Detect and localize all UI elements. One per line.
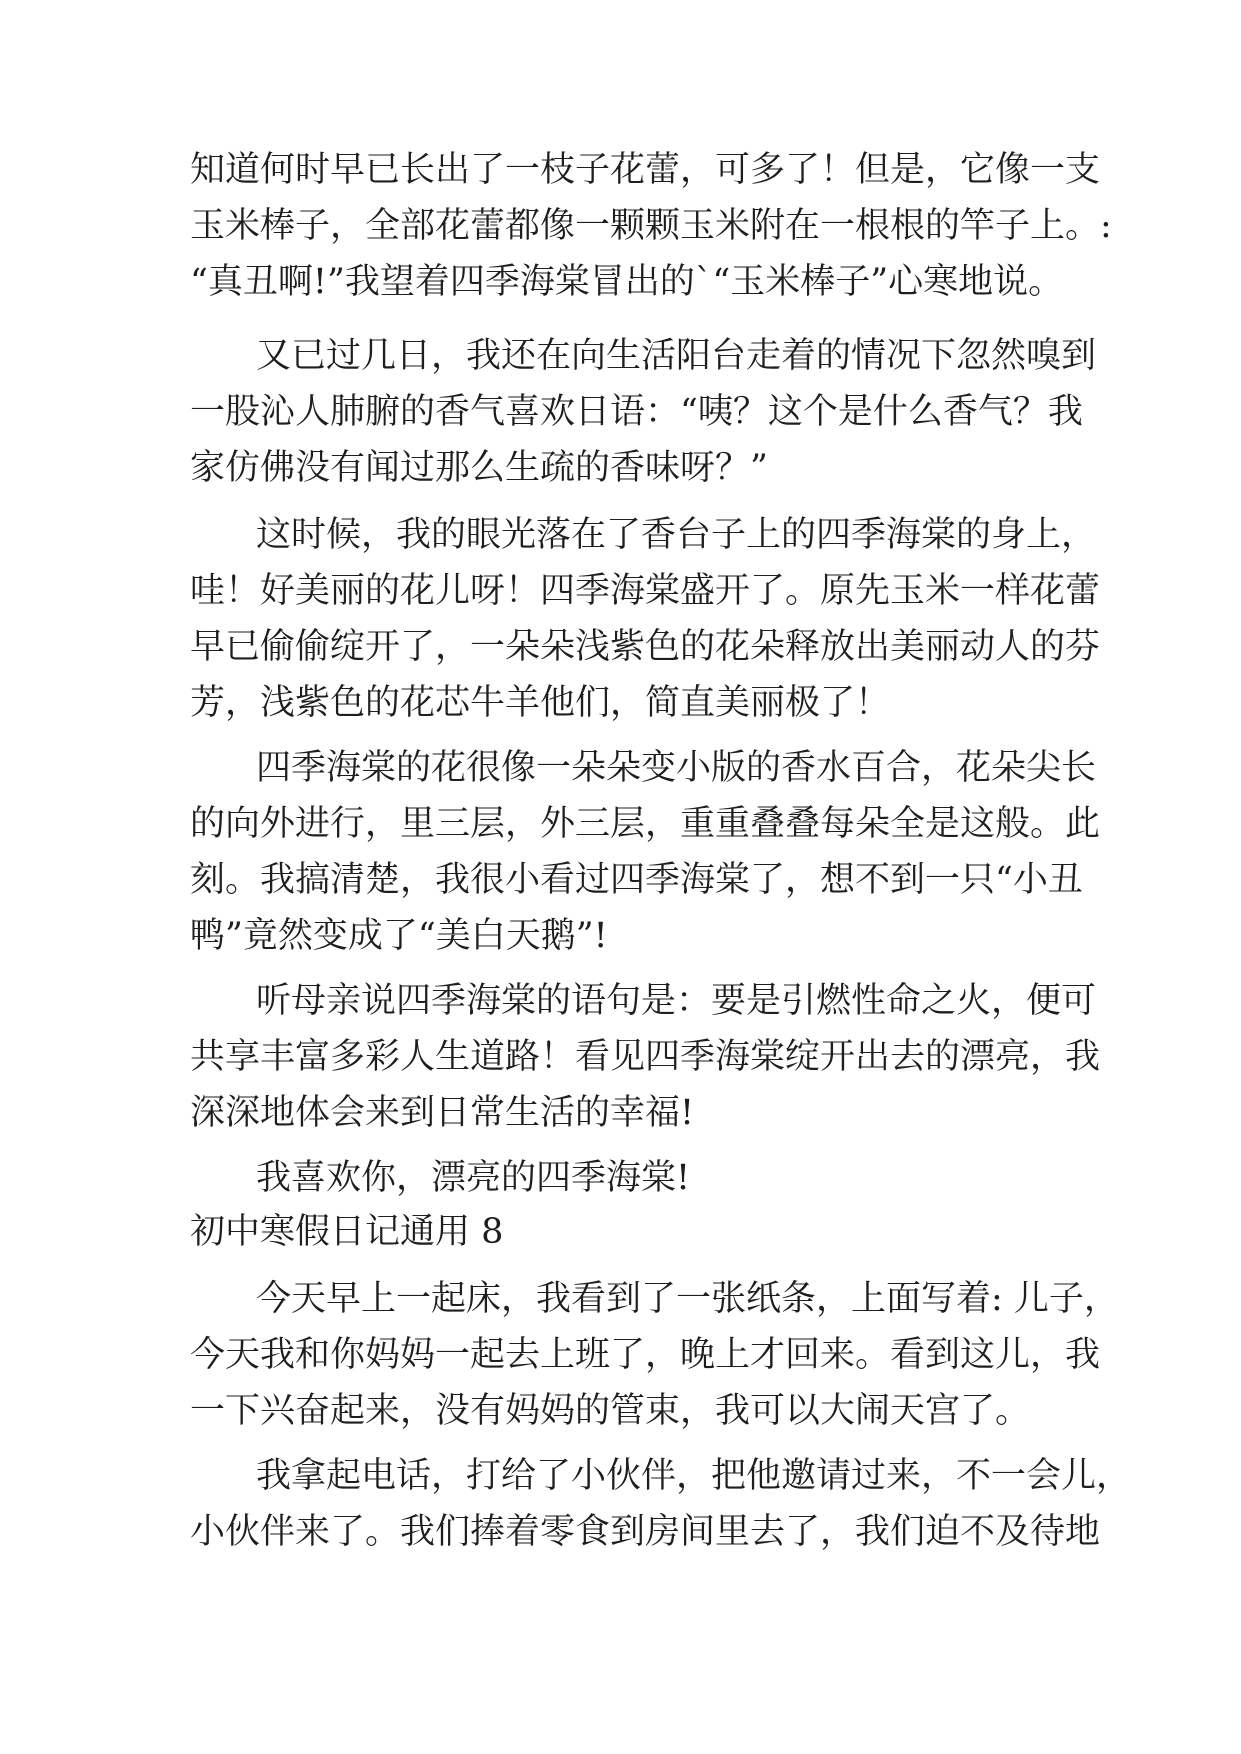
paragraph-first-line: 我喜欢你，漂亮的四季海棠! bbox=[256, 1158, 691, 1198]
paragraph-first-line: 这时候，我的眼光落在了香台子上的四季海棠的身上， bbox=[256, 515, 1097, 555]
text-line: 共享丰富多彩人生道路！看见四季海棠绽开出去的漂亮，我 bbox=[190, 1037, 1101, 1077]
paragraph-first-line: 四季海棠的花很像一朵朵变小版的香水百合，花朵尖长 bbox=[256, 748, 1097, 788]
text-line: 芳，浅紫色的花芯牛羊他们，简直美丽极了！ bbox=[190, 683, 891, 723]
text-line: 知道何时早已长出了一枝子花蕾，可多了！但是，它像一支 bbox=[190, 150, 1101, 190]
text-line: 鸭”竟然变成了“美白天鹅”! bbox=[190, 916, 608, 956]
text-line: 一股沁人肺腑的香气喜欢日语：“咦？这个是什么香气？我 bbox=[190, 392, 1083, 432]
text-line: “真丑啊!”我望着四季海棠冒出的`“玉米棒子”心寒地说。 bbox=[190, 262, 1064, 302]
section-heading: 初中寒假日记通用 8 bbox=[190, 1212, 504, 1252]
paragraph-first-line: 我拿起电话，打给了小伙伴，把他邀请过来，不一会儿， bbox=[256, 1456, 1132, 1496]
text-line: 今天我和你妈妈一起去上班了，晚上才回来。看到这儿，我 bbox=[190, 1335, 1101, 1375]
text-line: 玉米棒子，全部花蕾都像一颗颗玉米附在一根根的竿子上。: bbox=[190, 206, 1112, 246]
text-line: 小伙伴来了。我们捧着零食到房间里去了，我们迫不及待地 bbox=[190, 1512, 1101, 1552]
paragraph-first-line: 今天早上一起床，我看到了一张纸条，上面写着: 儿子， bbox=[256, 1279, 1119, 1319]
paragraph-first-line: 听母亲说四季海棠的语句是：要是引燃性命之火，便可 bbox=[256, 981, 1097, 1021]
paragraph-first-line: 又已过几日，我还在向生活阳台走着的情况下忽然嗅到 bbox=[256, 336, 1097, 376]
text-line: 的向外进行，里三层，外三层，重重叠叠每朵全是这般。此 bbox=[190, 804, 1101, 844]
text-line: 早已偷偷绽开了，一朵朵浅紫色的花朵释放出美丽动人的芬 bbox=[190, 627, 1101, 667]
text-line: 刻。我搞清楚，我很小看过四季海棠了，想不到一只“小丑 bbox=[190, 860, 1083, 900]
text-line: 深深地体会来到日常生活的幸福! bbox=[190, 1093, 695, 1133]
text-line: 哇！好美丽的花儿呀！四季海棠盛开了。原先玉米一样花蕾 bbox=[190, 571, 1101, 611]
text-line: 家仿佛没有闻过那么生疏的香味呀？” bbox=[190, 448, 768, 488]
text-line: 一下兴奋起来，没有妈妈的管束，我可以大闹天宫了。 bbox=[190, 1391, 1031, 1431]
